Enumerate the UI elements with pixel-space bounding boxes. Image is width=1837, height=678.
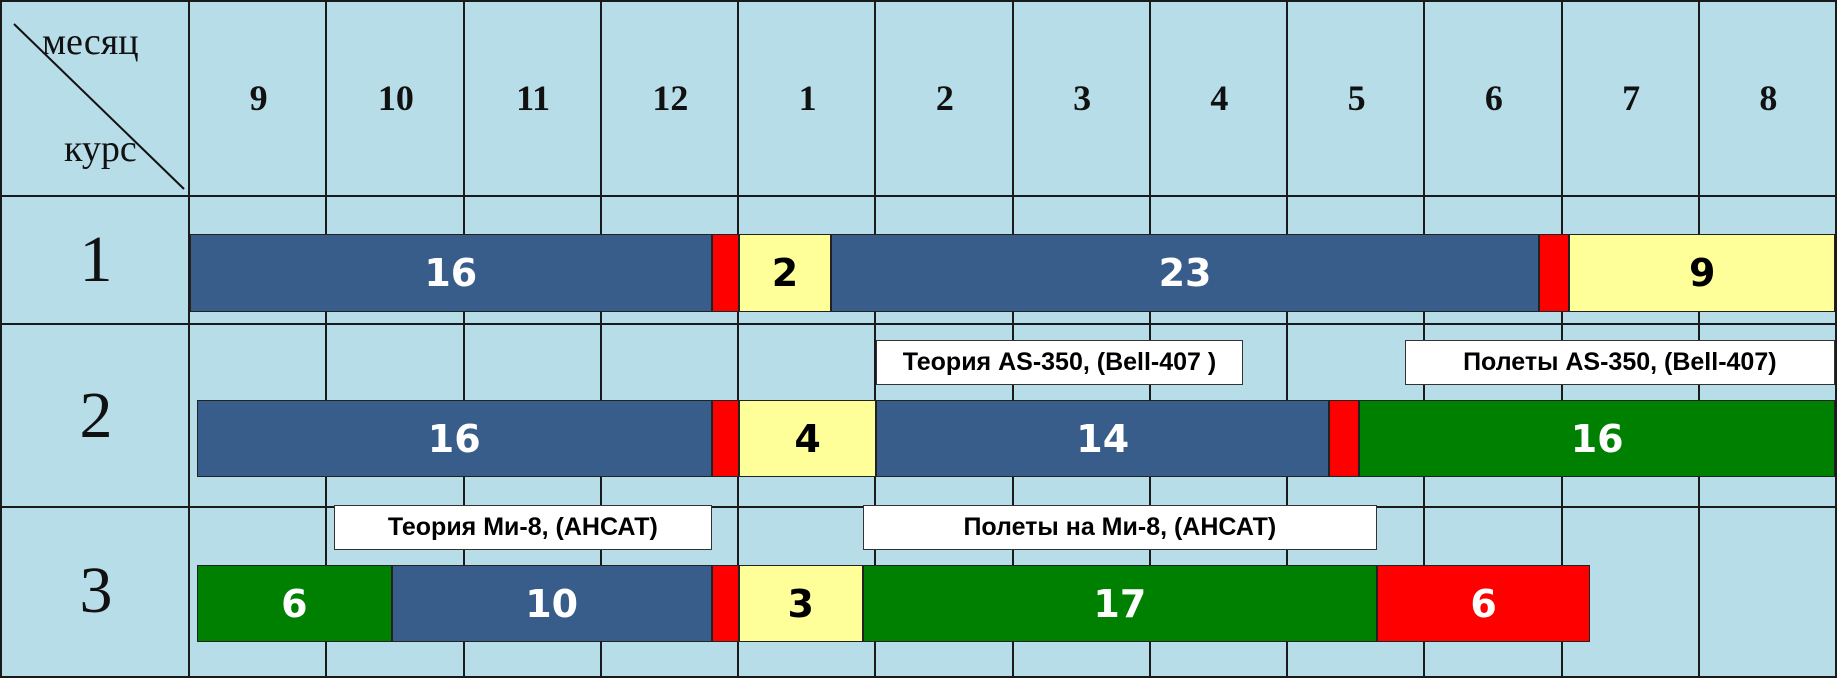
schedule-segment-blue: 10 (392, 565, 712, 642)
month-label: 11 (516, 77, 551, 118)
schedule-segment-blue: 23 (831, 234, 1539, 312)
month-label: 10 (377, 77, 414, 118)
schedule-segment-yellow: 2 (739, 234, 831, 312)
month-label: 4 (1210, 77, 1229, 118)
month-label: 2 (935, 77, 954, 118)
schedule-segment-blue: 16 (190, 234, 712, 312)
phase-label: Полеты AS-350, (Bell-407) (1405, 340, 1835, 385)
schedule-segment-red: 6 (1377, 565, 1590, 642)
course-label: 3 (79, 554, 113, 627)
corner-cell (0, 0, 192, 197)
phase-label: Полеты на Ми-8, (АНСАТ) (863, 505, 1378, 550)
month-label: 5 (1347, 77, 1366, 118)
month-label: 7 (1622, 77, 1641, 118)
month-label: 9 (249, 77, 268, 118)
schedule-segment-red (712, 234, 739, 312)
month-label: 8 (1759, 77, 1778, 118)
month-label: 6 (1484, 77, 1503, 118)
corner-course-label: курс (64, 128, 137, 170)
corner-month-label: месяц (42, 21, 139, 63)
month-label: 3 (1073, 77, 1092, 118)
schedule-segment-yellow: 4 (739, 400, 876, 477)
course-label: 2 (79, 378, 113, 452)
schedule-segment-red (1539, 234, 1569, 312)
schedule-segment-yellow: 3 (739, 565, 863, 642)
schedule-segment-blue: 14 (876, 400, 1329, 477)
grid-cell (1698, 506, 1837, 678)
schedule-segment-green: 16 (1359, 400, 1835, 477)
schedule-segment-yellow: 9 (1569, 234, 1835, 312)
schedule-segment-red (712, 400, 739, 477)
month-label: 12 (652, 77, 689, 118)
schedule-segment-red (1329, 400, 1359, 477)
phase-label: Теория AS-350, (Bell-407 ) (876, 340, 1242, 385)
schedule-segment-green: 6 (197, 565, 392, 642)
schedule-segment-green: 17 (863, 565, 1378, 642)
schedule-segment-red (712, 565, 739, 642)
schedule-segment-blue: 16 (197, 400, 712, 477)
month-label: 1 (798, 77, 817, 118)
course-label: 1 (79, 223, 113, 296)
phase-label: Теория Ми-8, (АНСАТ) (334, 505, 711, 550)
